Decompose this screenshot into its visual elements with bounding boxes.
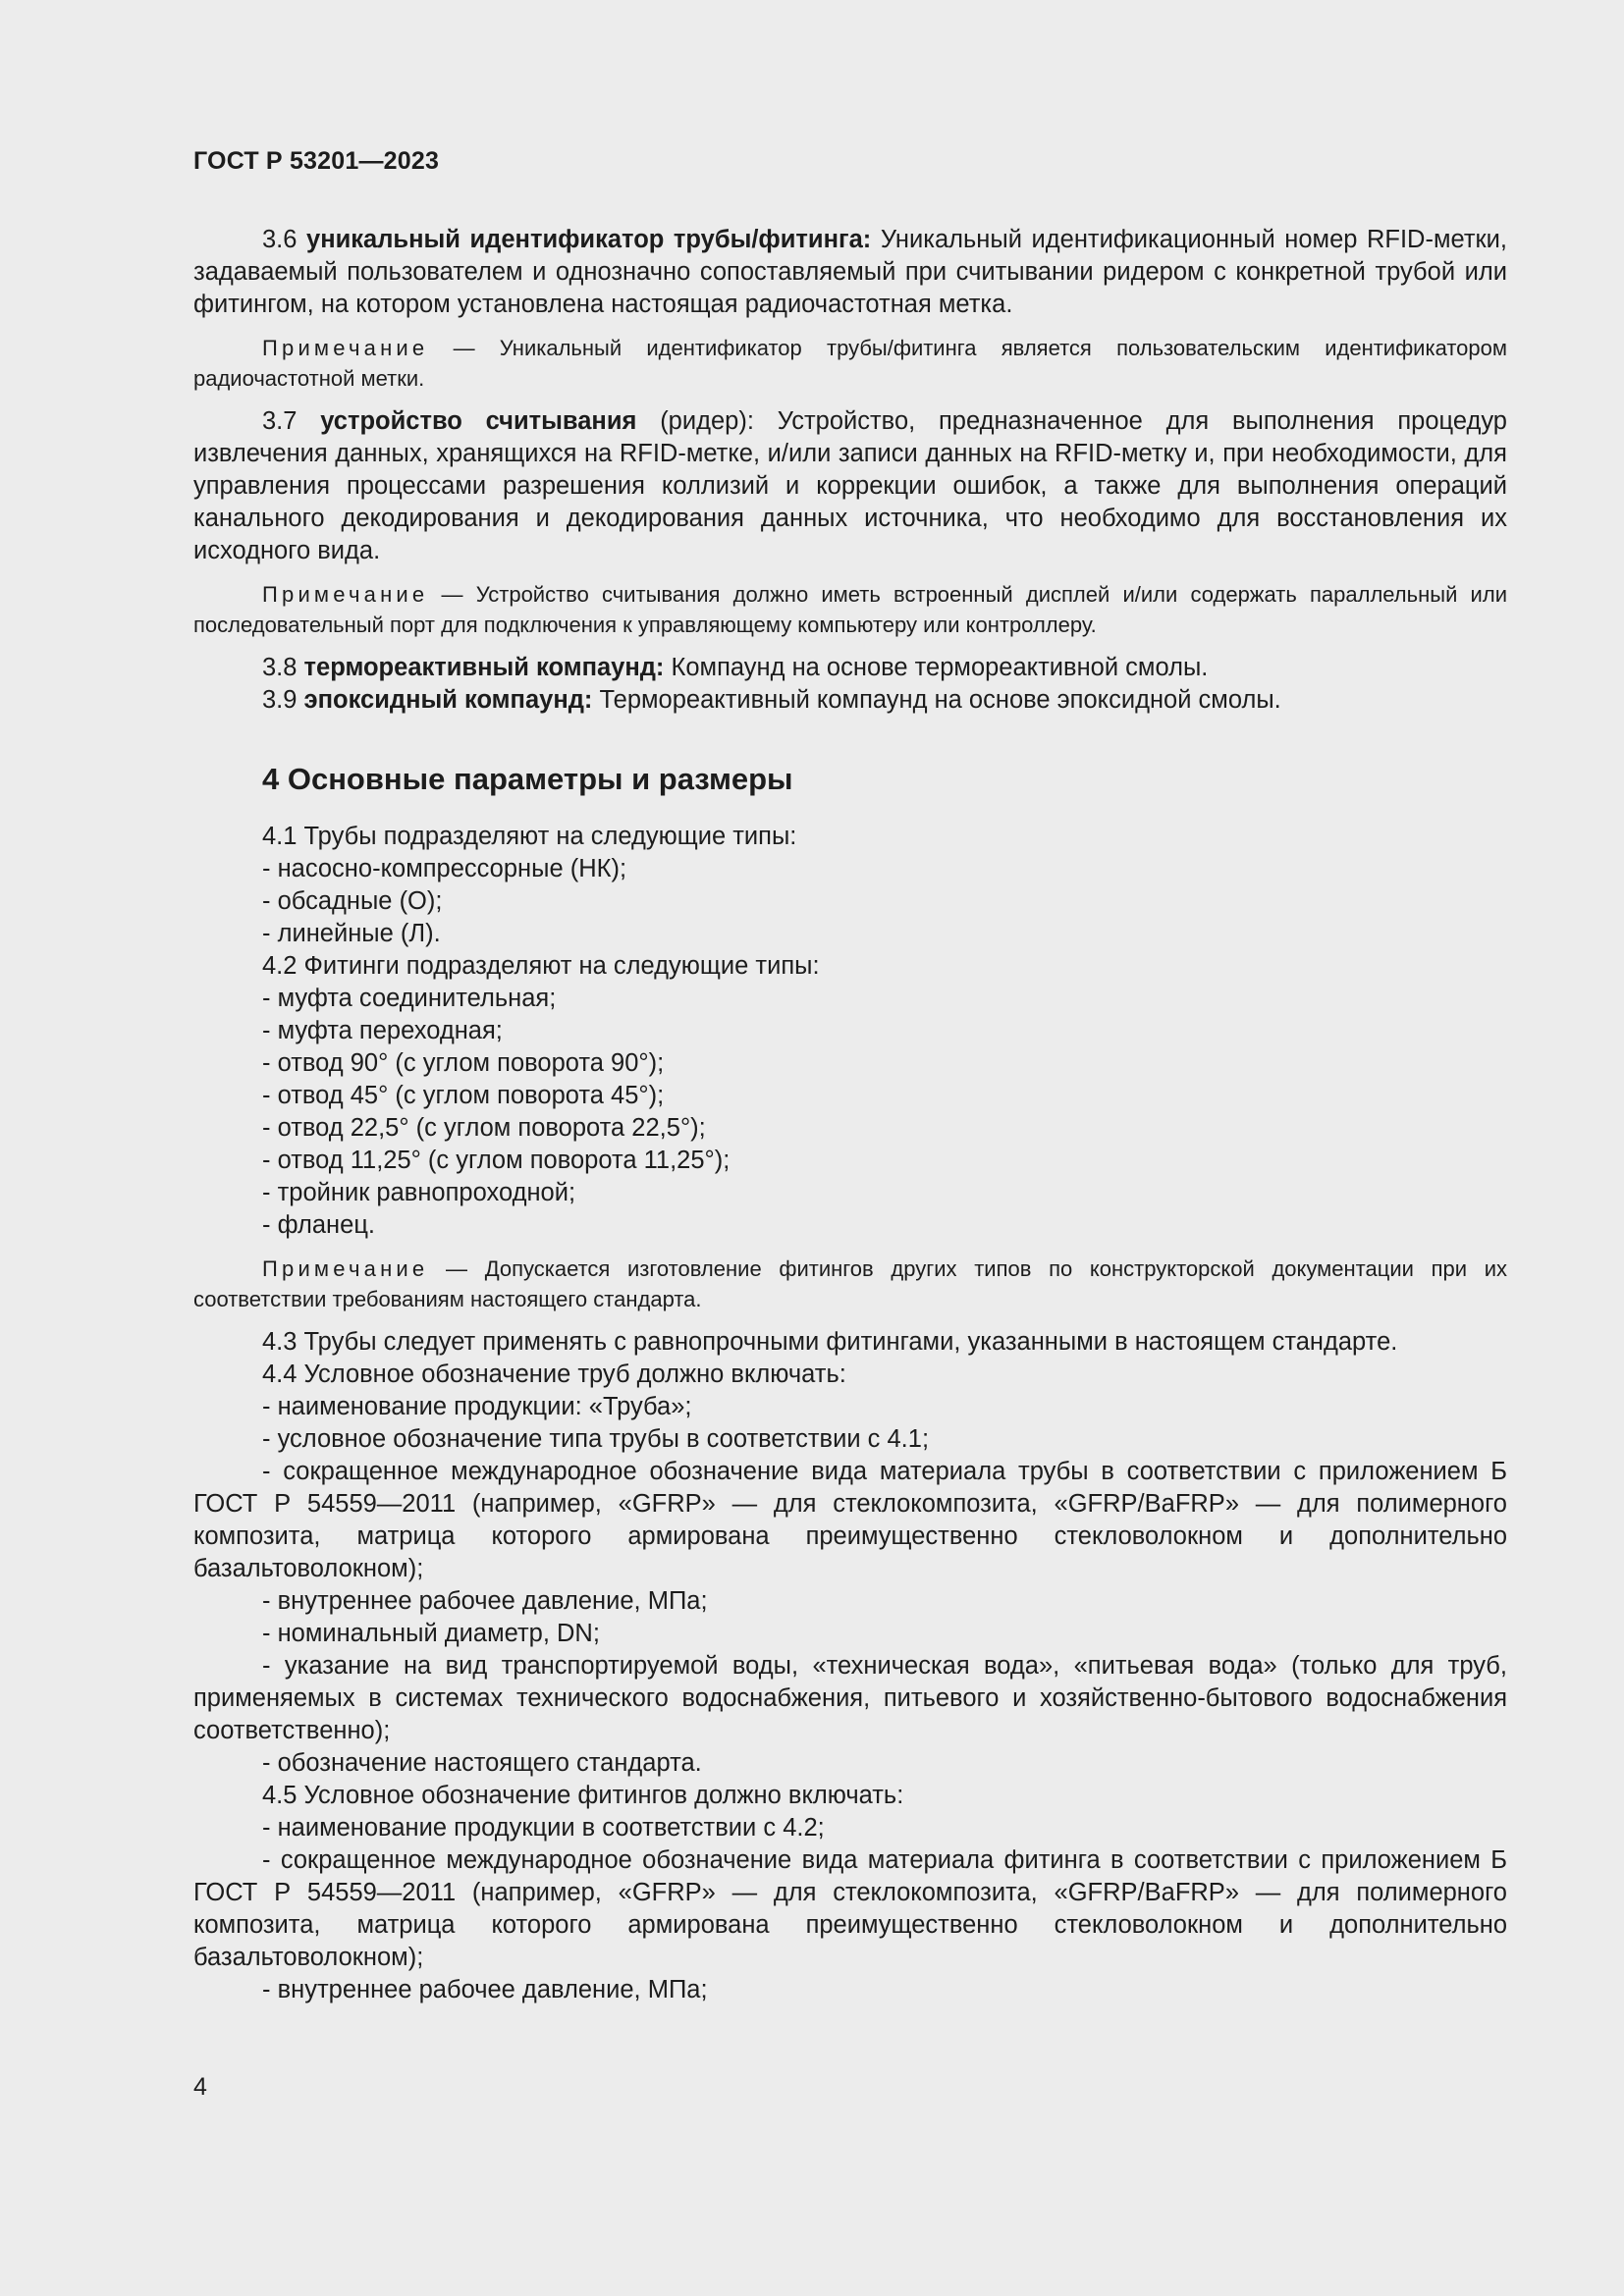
note-3-7	[193, 579, 1507, 640]
clause-4-1: 4.1 Трубы подразделяют на следующие типы:	[262, 823, 797, 850]
list-item: - фланец.	[262, 1211, 376, 1239]
definition: Компаунд на основе термореактивной смолы.	[671, 654, 1209, 681]
clause-3-7	[193, 405, 1507, 567]
note-label: Примечание	[262, 1256, 429, 1281]
list-item: - номинальный диаметр, DN;	[262, 1620, 600, 1647]
list-item: - наименование продукции в соответствии с 4.2;	[262, 1814, 825, 1842]
list-item: - муфта соединительная;	[262, 985, 557, 1012]
list-item: - тройник равнопроходной;	[262, 1179, 576, 1206]
list-item: - муфта переходная;	[262, 1017, 503, 1044]
clause-3-6	[193, 224, 1507, 321]
list-item: - наименование продукции: «Труба»;	[262, 1393, 692, 1420]
note-text: — Устройство считывания должно иметь встроенный дисплей и/или содержать параллельный или последовательный порт для подключения к управляющему компьютеру или контроллеру.	[193, 582, 1507, 637]
clause-4-4: 4.4 Условное обозначение труб должно включать:	[262, 1361, 846, 1388]
note-4-2	[193, 1254, 1507, 1314]
document-body	[193, 224, 1507, 2006]
term: уникальный идентификатор трубы/фитинга:	[306, 226, 872, 253]
note-text: — Допускается изготовление фитингов других типов по конструкторской документации при их соответствии требованиям настоящего стандарта.	[193, 1256, 1507, 1311]
list-item: - обозначение настоящего стандарта.	[262, 1749, 702, 1777]
list-item: - отвод 11,25° (с углом поворота 11,25°);	[262, 1147, 731, 1174]
list-item: - сокращенное международное обозначение вида материала трубы в соответствии с приложением Б ГОСТ Р 54559—2011 (например, «GFRP» — для стеклокомпозита, «GFRP/BaFRP» — для полимерного композита, матрица которого армирована преимущественно стекловолокном и дополнительно базальтоволокном);	[193, 1458, 1507, 1582]
note-label: Примечание	[262, 336, 429, 360]
list-item: - линейные (Л).	[262, 920, 441, 947]
list-item: - внутреннее рабочее давление, МПа;	[262, 1587, 708, 1615]
list-item: - отвод 45° (с углом поворота 45°);	[262, 1082, 665, 1109]
section-4-heading: 4 Основные параметры и размеры	[262, 762, 793, 796]
list-item: - отвод 90° (с углом поворота 90°);	[262, 1049, 665, 1077]
note-3-6	[193, 333, 1507, 394]
clause-number: 3.8	[262, 654, 298, 681]
list-item: - указание на вид транспортируемой воды, «техническая вода», «питьевая вода» (только для труб, применяемых в системах технического водоснабжения, питьевого и хозяйственно-бытового водоснабжения соответственно);	[193, 1652, 1507, 1744]
note-text: — Уникальный идентификатор трубы/фитинга является пользовательским идентификатором радиочастотной метки.	[193, 336, 1507, 391]
clause-number: 3.7	[262, 407, 298, 435]
definition: Устройство, предназначенное для выполнения процедур извлечения данных, хранящихся на RFID-метке, и/или записи данных на RFID-метку и, при необходимости, для управления процессами разрешения коллизий и коррекции ошибок, а также для выполнения операций канального декодирования и декодирования данных источника, что необходимо для восстановления их исходного вида.	[193, 407, 1507, 564]
clause-3-8	[193, 652, 1507, 684]
list-item: - условное обозначение типа трубы в соответствии с 4.1;	[262, 1425, 930, 1453]
clause-number: 3.6	[262, 226, 298, 253]
term: устройство считывания	[320, 407, 637, 435]
list-item: - внутреннее рабочее давление, МПа;	[262, 1976, 708, 2003]
list-item: - сокращенное международное обозначение вида материала фитинга в соответствии с приложением Б ГОСТ Р 54559—2011 (например, «GFRP» — для стеклокомпозита, «GFRP/BaFRP» — для полимерного композита, матрица которого армирована преимущественно стекловолокном и дополнительно базальтоволокном);	[193, 1846, 1507, 1971]
term-suffix: (ридер):	[660, 407, 754, 435]
document-code-header: ГОСТ Р 53201—2023	[193, 147, 440, 175]
clause-4-2: 4.2 Фитинги подразделяют на следующие типы:	[262, 952, 820, 980]
list-item: - насосно-компрессорные (НК);	[262, 855, 627, 882]
clause-3-9	[193, 684, 1507, 717]
term: термореактивный компаунд:	[303, 654, 665, 681]
list-item: - обсадные (О);	[262, 887, 443, 915]
note-label: Примечание	[262, 582, 429, 607]
clause-number: 3.9	[262, 686, 298, 714]
page-number: 4	[193, 2073, 207, 2101]
clause-4-5: 4.5 Условное обозначение фитингов должно включать:	[262, 1782, 904, 1809]
definition: Термореактивный компаунд на основе эпоксидной смолы.	[599, 686, 1281, 714]
list-item: - отвод 22,5° (с углом поворота 22,5°);	[262, 1114, 706, 1142]
clause-4-3: 4.3 Трубы следует применять с равнопрочными фитингами, указанными в настоящем стандарте.	[262, 1328, 1398, 1356]
term: эпоксидный компаунд:	[303, 686, 593, 714]
definition: Уникальный идентификационный номер RFID-метки, задаваемый пользователем и однозначно сопоставляемый при считывании ридером с конкретной трубой или фитингом, на котором установлена настоящая радиочастотная метка.	[193, 226, 1507, 318]
